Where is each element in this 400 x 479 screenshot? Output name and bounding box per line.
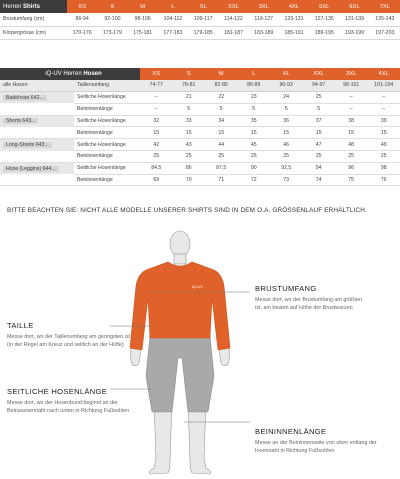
measure-label: Beininnenlänge <box>74 174 140 186</box>
pants-measure-row <box>0 174 400 186</box>
value-cell: 181-187 <box>218 26 248 39</box>
shirts-size-table <box>0 0 400 40</box>
value-cell: 15 <box>335 127 367 139</box>
size-header-cell: 6XL <box>339 0 369 13</box>
value-cell: 179-185 <box>188 26 218 39</box>
pants-header-spacer <box>0 68 7 80</box>
size-header-cell: 7XL <box>370 0 400 13</box>
value-cell: 75 <box>335 174 367 186</box>
value-cell: 32 <box>140 115 172 127</box>
pants-table-title <box>7 68 140 80</box>
value-cell: 5 <box>205 103 237 115</box>
shirts-title-bold: Shirts <box>23 3 41 10</box>
value-cell: 86 <box>173 162 205 174</box>
model-name-cell <box>0 162 74 174</box>
waist-value-cell: 78-81 <box>173 80 205 92</box>
value-cell: 92-100 <box>97 13 127 26</box>
value-cell: 114-122 <box>218 13 248 26</box>
model-name-spacer <box>0 151 74 163</box>
value-cell: 72 <box>237 174 269 186</box>
size-header-cell: XS <box>140 68 172 80</box>
inseam-annotation <box>255 427 380 455</box>
value-cell: – <box>367 103 400 115</box>
measure-label: Beininnenlänge <box>74 151 140 163</box>
value-cell: 15 <box>140 127 172 139</box>
left-lower-leg <box>150 404 173 474</box>
pants-waist-row <box>0 80 400 92</box>
value-cell: 135-143 <box>370 13 400 26</box>
value-cell: – <box>367 92 400 104</box>
value-cell: 185-191 <box>279 26 309 39</box>
value-cell: 25 <box>205 151 237 163</box>
value-cell: 44 <box>205 139 237 151</box>
pants-measure-row <box>0 127 400 139</box>
shirt-shape <box>130 262 230 350</box>
measure-label: Beininnenlänge <box>74 103 140 115</box>
value-cell: 25 <box>173 151 205 163</box>
value-cell: 37 <box>302 115 334 127</box>
measure-label: Seitliche Hosenlänge <box>74 115 140 127</box>
value-cell: 173-179 <box>97 26 127 39</box>
size-header-cell: 4XL <box>279 0 309 13</box>
value-cell: 15 <box>237 127 269 139</box>
pants-title-prefix: iQ-UV Herren <box>45 70 84 77</box>
value-cell: 73 <box>270 174 302 186</box>
model-name: Long-Shorts 643... <box>3 142 52 148</box>
value-cell: 25 <box>302 151 334 163</box>
side-length-annotation <box>7 387 135 415</box>
waist-description: Messe dort, wo der Taillenumfang am geringsten ist (in der Regel am Kreuz und seitlich an der Hüfte) <box>7 334 131 349</box>
waist-value-cell: 98-101 <box>335 80 367 92</box>
waist-annotation <box>7 321 135 349</box>
side-length-title: SEITLICHE HOSENLÄNGE <box>7 387 108 396</box>
waist-value-cell: 90-93 <box>270 80 302 92</box>
value-cell: 94 <box>302 162 334 174</box>
value-cell: 22 <box>205 92 237 104</box>
value-cell: 25 <box>140 151 172 163</box>
value-cell: 15 <box>270 127 302 139</box>
value-cell: 15 <box>302 127 334 139</box>
availability-note: BITTE BEACHTEN SIE: NICHT ALLE MODELLE UNSERER SHIRTS SIND IN DEM O.A. GRÖSSENLAUF ERHÄLTLICH. <box>7 207 367 214</box>
model-name: Badehose 642... <box>3 95 47 101</box>
shirts-size-header-row <box>0 0 400 13</box>
right-lower-leg <box>188 404 211 474</box>
value-cell: 70 <box>173 174 205 186</box>
value-cell: 5 <box>173 103 205 115</box>
pants-size-table <box>0 68 400 186</box>
value-cell: 197-203 <box>370 26 400 39</box>
value-cell: 25 <box>367 151 400 163</box>
size-header-cell: 4XL <box>367 68 400 80</box>
size-header-cell: 5XL <box>309 0 339 13</box>
value-cell: 5 <box>270 103 302 115</box>
size-header-cell: M <box>128 0 158 13</box>
value-cell: 24 <box>270 92 302 104</box>
value-cell: 98-106 <box>128 13 158 26</box>
chest-annotation <box>255 284 370 312</box>
model-name-cell <box>0 115 74 127</box>
value-cell: 74 <box>302 174 334 186</box>
pants-size-header-row <box>0 68 400 80</box>
waist-label: Taillenumfang <box>74 80 140 92</box>
size-header-cell: XXL <box>302 68 334 80</box>
chest-title: BRUSTUMFANG <box>255 284 317 293</box>
value-cell: 34 <box>205 115 237 127</box>
size-header-cell: 3XL <box>335 68 367 80</box>
value-cell: 25 <box>302 92 334 104</box>
value-cell: 38 <box>335 115 367 127</box>
value-cell: 175-181 <box>128 26 158 39</box>
chest-description: Messe dort, wo der Brustumfang am größten ist, am besten auf Höhe der Brustwarzen <box>255 297 362 312</box>
value-cell: 5 <box>302 103 334 115</box>
value-cell: 46 <box>270 139 302 151</box>
value-cell: 90 <box>237 162 269 174</box>
shirt-logo: iQ-UV <box>192 284 203 289</box>
shirts-table-title <box>0 0 67 13</box>
value-cell: – <box>335 92 367 104</box>
value-cell: 48 <box>335 139 367 151</box>
value-cell: 43 <box>173 139 205 151</box>
value-cell: 84,5 <box>140 162 172 174</box>
model-name-spacer <box>0 174 74 186</box>
value-cell: 33 <box>173 115 205 127</box>
pants-title-bold: Hosen <box>83 70 102 77</box>
measure-label: Beininnenlänge <box>74 127 140 139</box>
value-cell: 170-176 <box>67 26 97 39</box>
value-cell: 39 <box>367 115 400 127</box>
size-header-cell: L <box>158 0 188 13</box>
size-header-cell: S <box>173 68 205 80</box>
model-name-cell <box>0 92 74 104</box>
value-cell: 119-127 <box>249 13 279 26</box>
value-cell: 42 <box>140 139 172 151</box>
value-cell: 71 <box>205 174 237 186</box>
measure-label: Seitliche Hosenlänge <box>74 139 140 151</box>
shirts-measure-row <box>0 26 400 39</box>
value-cell: 69 <box>140 174 172 186</box>
value-cell: 193-199 <box>339 26 369 39</box>
value-cell: 25 <box>335 151 367 163</box>
pants-shape <box>146 336 214 412</box>
value-cell: 15 <box>367 127 400 139</box>
value-cell: 49 <box>367 139 400 151</box>
size-header-cell: L <box>237 68 269 80</box>
pants-measure-row <box>0 151 400 163</box>
waist-value-cell: 74-77 <box>140 80 172 92</box>
value-cell: 21 <box>173 92 205 104</box>
size-header-cell: 3XL <box>249 0 279 13</box>
value-cell: 23 <box>237 92 269 104</box>
waist-value-cell: 86-89 <box>237 80 269 92</box>
value-cell: 109-117 <box>188 13 218 26</box>
pants-measure-row <box>0 139 400 151</box>
value-cell: – <box>140 103 172 115</box>
shirts-measure-row <box>0 13 400 26</box>
pants-measure-row <box>0 92 400 104</box>
value-cell: 127-135 <box>309 13 339 26</box>
size-header-cell: XXL <box>218 0 248 13</box>
all-pants-label: alle Hosen <box>0 80 74 92</box>
head <box>170 231 190 257</box>
value-cell: 5 <box>237 103 269 115</box>
value-cell: 104-112 <box>158 13 188 26</box>
model-name-cell <box>0 139 74 151</box>
pants-measure-row <box>0 162 400 174</box>
value-cell: 96 <box>335 162 367 174</box>
value-cell: – <box>335 103 367 115</box>
inseam-description: Messe an der Beininnenseite von oben entlang der Innennaht in Richtung Fußsohlen <box>255 440 377 455</box>
size-header-cell: S <box>97 0 127 13</box>
value-cell: 15 <box>173 127 205 139</box>
value-cell: 36 <box>270 115 302 127</box>
model-name: Shorts 643... <box>3 118 38 124</box>
waist-title: TAILLE <box>7 321 34 330</box>
size-header-cell: XL <box>270 68 302 80</box>
side-length-description: Messe dort, wo der Hosenbund beginnt an der Beinaussennaht nach unten in Richtung Fußsohlen <box>7 400 130 415</box>
size-header-cell: M <box>205 68 237 80</box>
waist-value-cell: 101-104 <box>367 80 400 92</box>
measure-label: Seitliche Hosenlänge <box>74 92 140 104</box>
value-cell: 15 <box>205 127 237 139</box>
size-header-cell: XS <box>67 0 97 13</box>
waist-value-cell: 94-97 <box>302 80 334 92</box>
model-name: Hose (Leggins) 644... <box>3 166 59 172</box>
model-name-spacer <box>0 127 74 139</box>
value-cell: 47 <box>302 139 334 151</box>
measure-label: Seitliche Hosenlänge <box>74 162 140 174</box>
value-cell: 86-94 <box>67 13 97 26</box>
value-cell: 183-189 <box>249 26 279 39</box>
inseam-title: BEININNENLÄNGE <box>255 427 327 436</box>
size-header-cell: XL <box>188 0 218 13</box>
value-cell: 98 <box>367 162 400 174</box>
body-measurement-figure <box>110 226 250 479</box>
value-cell: – <box>140 92 172 104</box>
value-cell: 92,5 <box>270 162 302 174</box>
value-cell: 45 <box>237 139 269 151</box>
pants-measure-row <box>0 103 400 115</box>
value-cell: 76 <box>367 174 400 186</box>
value-cell: 87,5 <box>205 162 237 174</box>
shirts-title-prefix: Herren <box>3 3 24 10</box>
value-cell: 131-139 <box>339 13 369 26</box>
row-label: Körpergrösse (cm) <box>0 26 67 39</box>
value-cell: 25 <box>270 151 302 163</box>
waist-value-cell: 82-85 <box>205 80 237 92</box>
value-cell: 177-183 <box>158 26 188 39</box>
value-cell: 25 <box>237 151 269 163</box>
value-cell: 123-131 <box>279 13 309 26</box>
row-label: Brustumfang (cm) <box>0 13 67 26</box>
neck <box>174 254 186 264</box>
value-cell: 189-195 <box>309 26 339 39</box>
value-cell: 35 <box>237 115 269 127</box>
model-name-spacer <box>0 103 74 115</box>
pants-measure-row <box>0 115 400 127</box>
